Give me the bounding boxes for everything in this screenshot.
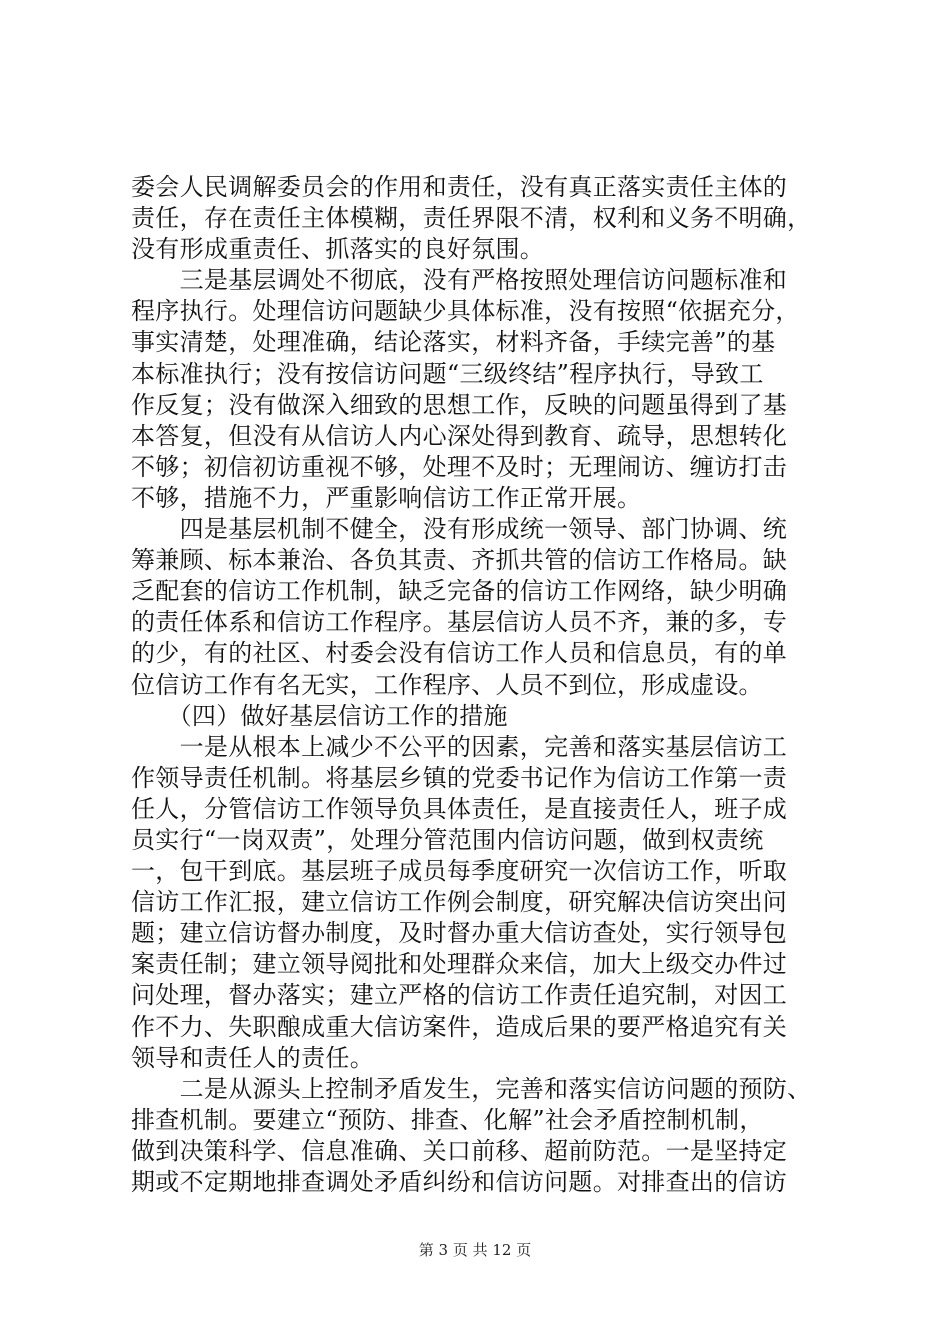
text-line: 作反复；没有做深入细致的思想工作，反映的问题虽得到了基 xyxy=(131,390,788,419)
text-line: 程序执行。处理信访问题缺少具体标准，没有按照“依据充分， xyxy=(131,297,800,326)
text-line: 一，包干到底。基层班子成员每季度研究一次信访工作，听取 xyxy=(131,857,788,886)
text-line: 事实清楚，处理准确，结论落实，材料齐备，手续完善”的基 xyxy=(131,328,776,357)
text-line: 四是基层机制不健全，没有形成统一领导、部门协调、统 xyxy=(131,515,788,544)
text-line: 位信访工作有名无实，工作程序、人员不到位，形成虚设。 xyxy=(131,670,763,699)
text-line: 一是从根本上减少不公平的因素，完善和落实基层信访工 xyxy=(131,732,788,761)
text-line: 本答复，但没有从信访人内心深处得到教育、疏导，思想转化 xyxy=(131,421,788,450)
section-heading: （四）做好基层信访工作的措施 xyxy=(131,701,508,730)
text-line: 信访工作汇报，建立信访工作例会制度，研究解决信访突出问 xyxy=(131,888,788,917)
text-line: 委会人民调解委员会的作用和责任，没有真正落实责任主体的 xyxy=(131,173,788,201)
text-line: 的责任体系和信访工作程序。基层信访人员不齐，兼的多，专 xyxy=(131,608,788,637)
text-line: 责任，存在责任主体模糊，责任界限不清，权利和义务不明确， xyxy=(131,204,812,233)
text-line: 案责任制；建立领导阅批和处理群众来信，加大上级交办件过 xyxy=(131,950,788,979)
text-line: 三是基层调处不彻底，没有严格按照处理信访问题标准和 xyxy=(131,266,788,295)
text-line: 作领导责任机制。将基层乡镇的党委书记作为信访工作第一责 xyxy=(131,763,788,792)
text-line: 题；建立信访督办制度，及时督办重大信访查处，实行领导包 xyxy=(131,919,788,948)
text-line: 作不力、失职酿成重大信访案件，造成后果的要严格追究有关 xyxy=(131,1012,788,1041)
text-line: 领导和责任人的责任。 xyxy=(131,1043,374,1072)
text-line: 不够；初信初访重视不够，处理不及时；无理闹访、缠访打击 xyxy=(131,452,788,481)
text-line: 筹兼顾、标本兼治、各负其责、齐抓共管的信访工作格局。缺 xyxy=(131,546,788,575)
text-line: 做到决策科学、信息准确、关口前移、超前防范。一是坚持定 xyxy=(131,1136,788,1165)
text-line: 员实行“一岗双责”，处理分管范围内信访问题，做到权责统 xyxy=(131,825,764,854)
body-text xyxy=(131,172,833,1198)
text-line: 任人，分管信访工作领导负具体责任，是直接责任人，班子成 xyxy=(131,794,788,823)
text-line: 乏配套的信访工作机制，缺乏完备的信访工作网络，缺少明确 xyxy=(131,577,788,606)
text-line: 二是从源头上控制矛盾发生，完善和落实信访问题的预防、 xyxy=(131,1074,812,1103)
text-line: 不够，措施不力，严重影响信访工作正常开展。 xyxy=(131,483,642,512)
text-line: 的少，有的社区、村委会没有信访工作人员和信息员，有的单 xyxy=(131,639,788,668)
text-line: 期或不定期地排查调处矛盾纠纷和信访问题。对排查出的信访 xyxy=(131,1168,788,1196)
text-line: 问处理，督办落实；建立严格的信访工作责任追究制，对因工 xyxy=(131,981,788,1010)
text-line: 没有形成重责任、抓落实的良好氛围。 xyxy=(131,235,545,264)
page-number-footer: 第 3 页 共 12 页 xyxy=(418,1241,532,1259)
text-line: 排查机制。要建立“预防、排查、化解”社会矛盾控制机制， xyxy=(131,1105,764,1134)
text-line: 本标准执行；没有按信访问题“三级终结”程序执行，导致工 xyxy=(131,359,764,388)
